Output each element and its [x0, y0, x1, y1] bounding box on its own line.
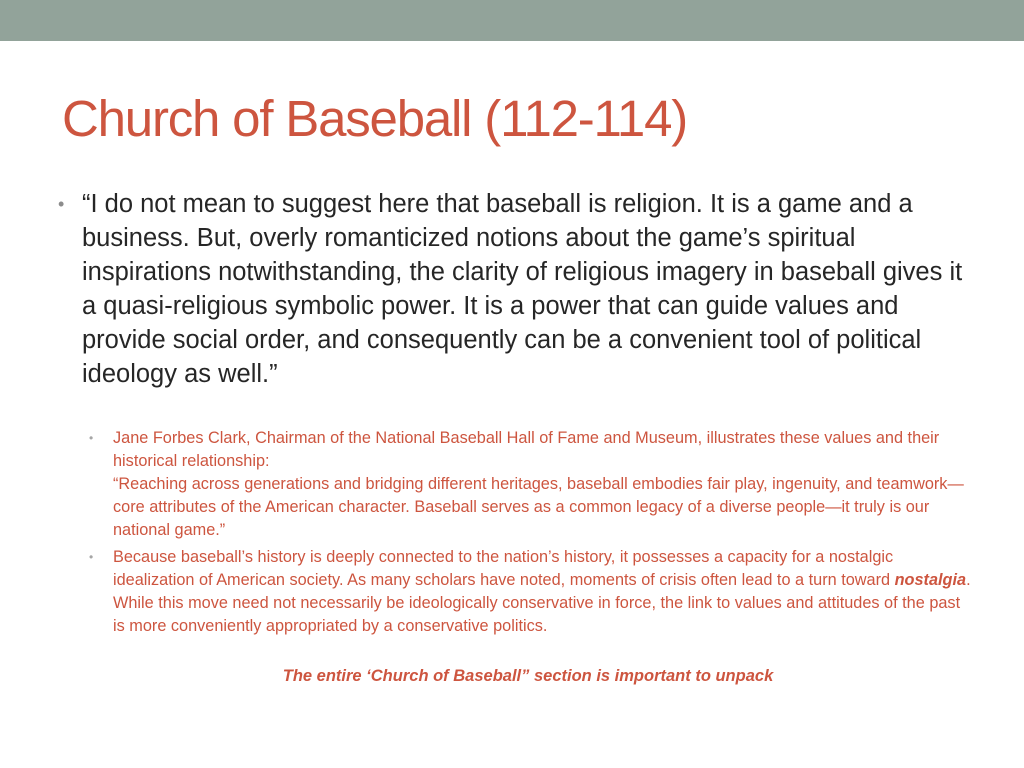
sub-bullet-clark [87, 427, 972, 542]
sub-bullet-intro-text: Jane Forbes Clark, Chairman of the National Baseball Hall of Fame and Museum, illustrates these values and their historical relationship: [113, 429, 940, 470]
bullet-dot-icon: • [89, 431, 94, 445]
slide-content [56, 187, 972, 642]
sub-bullet-emphasis: nostalgia [894, 571, 967, 589]
main-bullet-text: “I do not mean to suggest here that baseball is religion. It is a game and a business. But, overly romanticized notions about the game’s spiritual inspirations notwithstanding, the clarity of religious imagery in baseball gives it a quasi-religious symbolic power. It is a power that can guide values and provide social order, and consequently can be a convenient tool of political ideology as well.” [82, 190, 963, 388]
sub-bullet-text-before: Because baseball’s history is deeply connected to the nation’s history, it possesses a capacity for a nostalgic idealization of American society. As many scholars have noted, moments of crisis often lead to a turn toward [113, 548, 895, 589]
top-accent-bar [0, 0, 1024, 41]
bullet-dot-icon: • [89, 550, 94, 564]
sub-bullet-nostalgia [87, 546, 972, 638]
main-bullet [56, 187, 972, 391]
bullet-dot-icon: • [58, 194, 65, 214]
footer-note: The entire ‘Church of Baseball” section is important to unpack [282, 667, 774, 685]
sub-bullet-list [87, 427, 972, 638]
sub-bullet-text-after: . While this move need not necessarily be ideologically conservative in force, the link to values and attitudes of the past is more conveniently appropriated by a conservative politics. [113, 571, 971, 635]
sub-bullet-quote-text: “Reaching across generations and bridging different heritages, baseball embodies fair play, ingenuity, and teamwork—core attributes of the American character. Baseball serves as a common legacy of a diverse people—it truly is our national game.” [113, 475, 964, 539]
slide-title: Church of Baseball (112-114) [62, 90, 688, 147]
